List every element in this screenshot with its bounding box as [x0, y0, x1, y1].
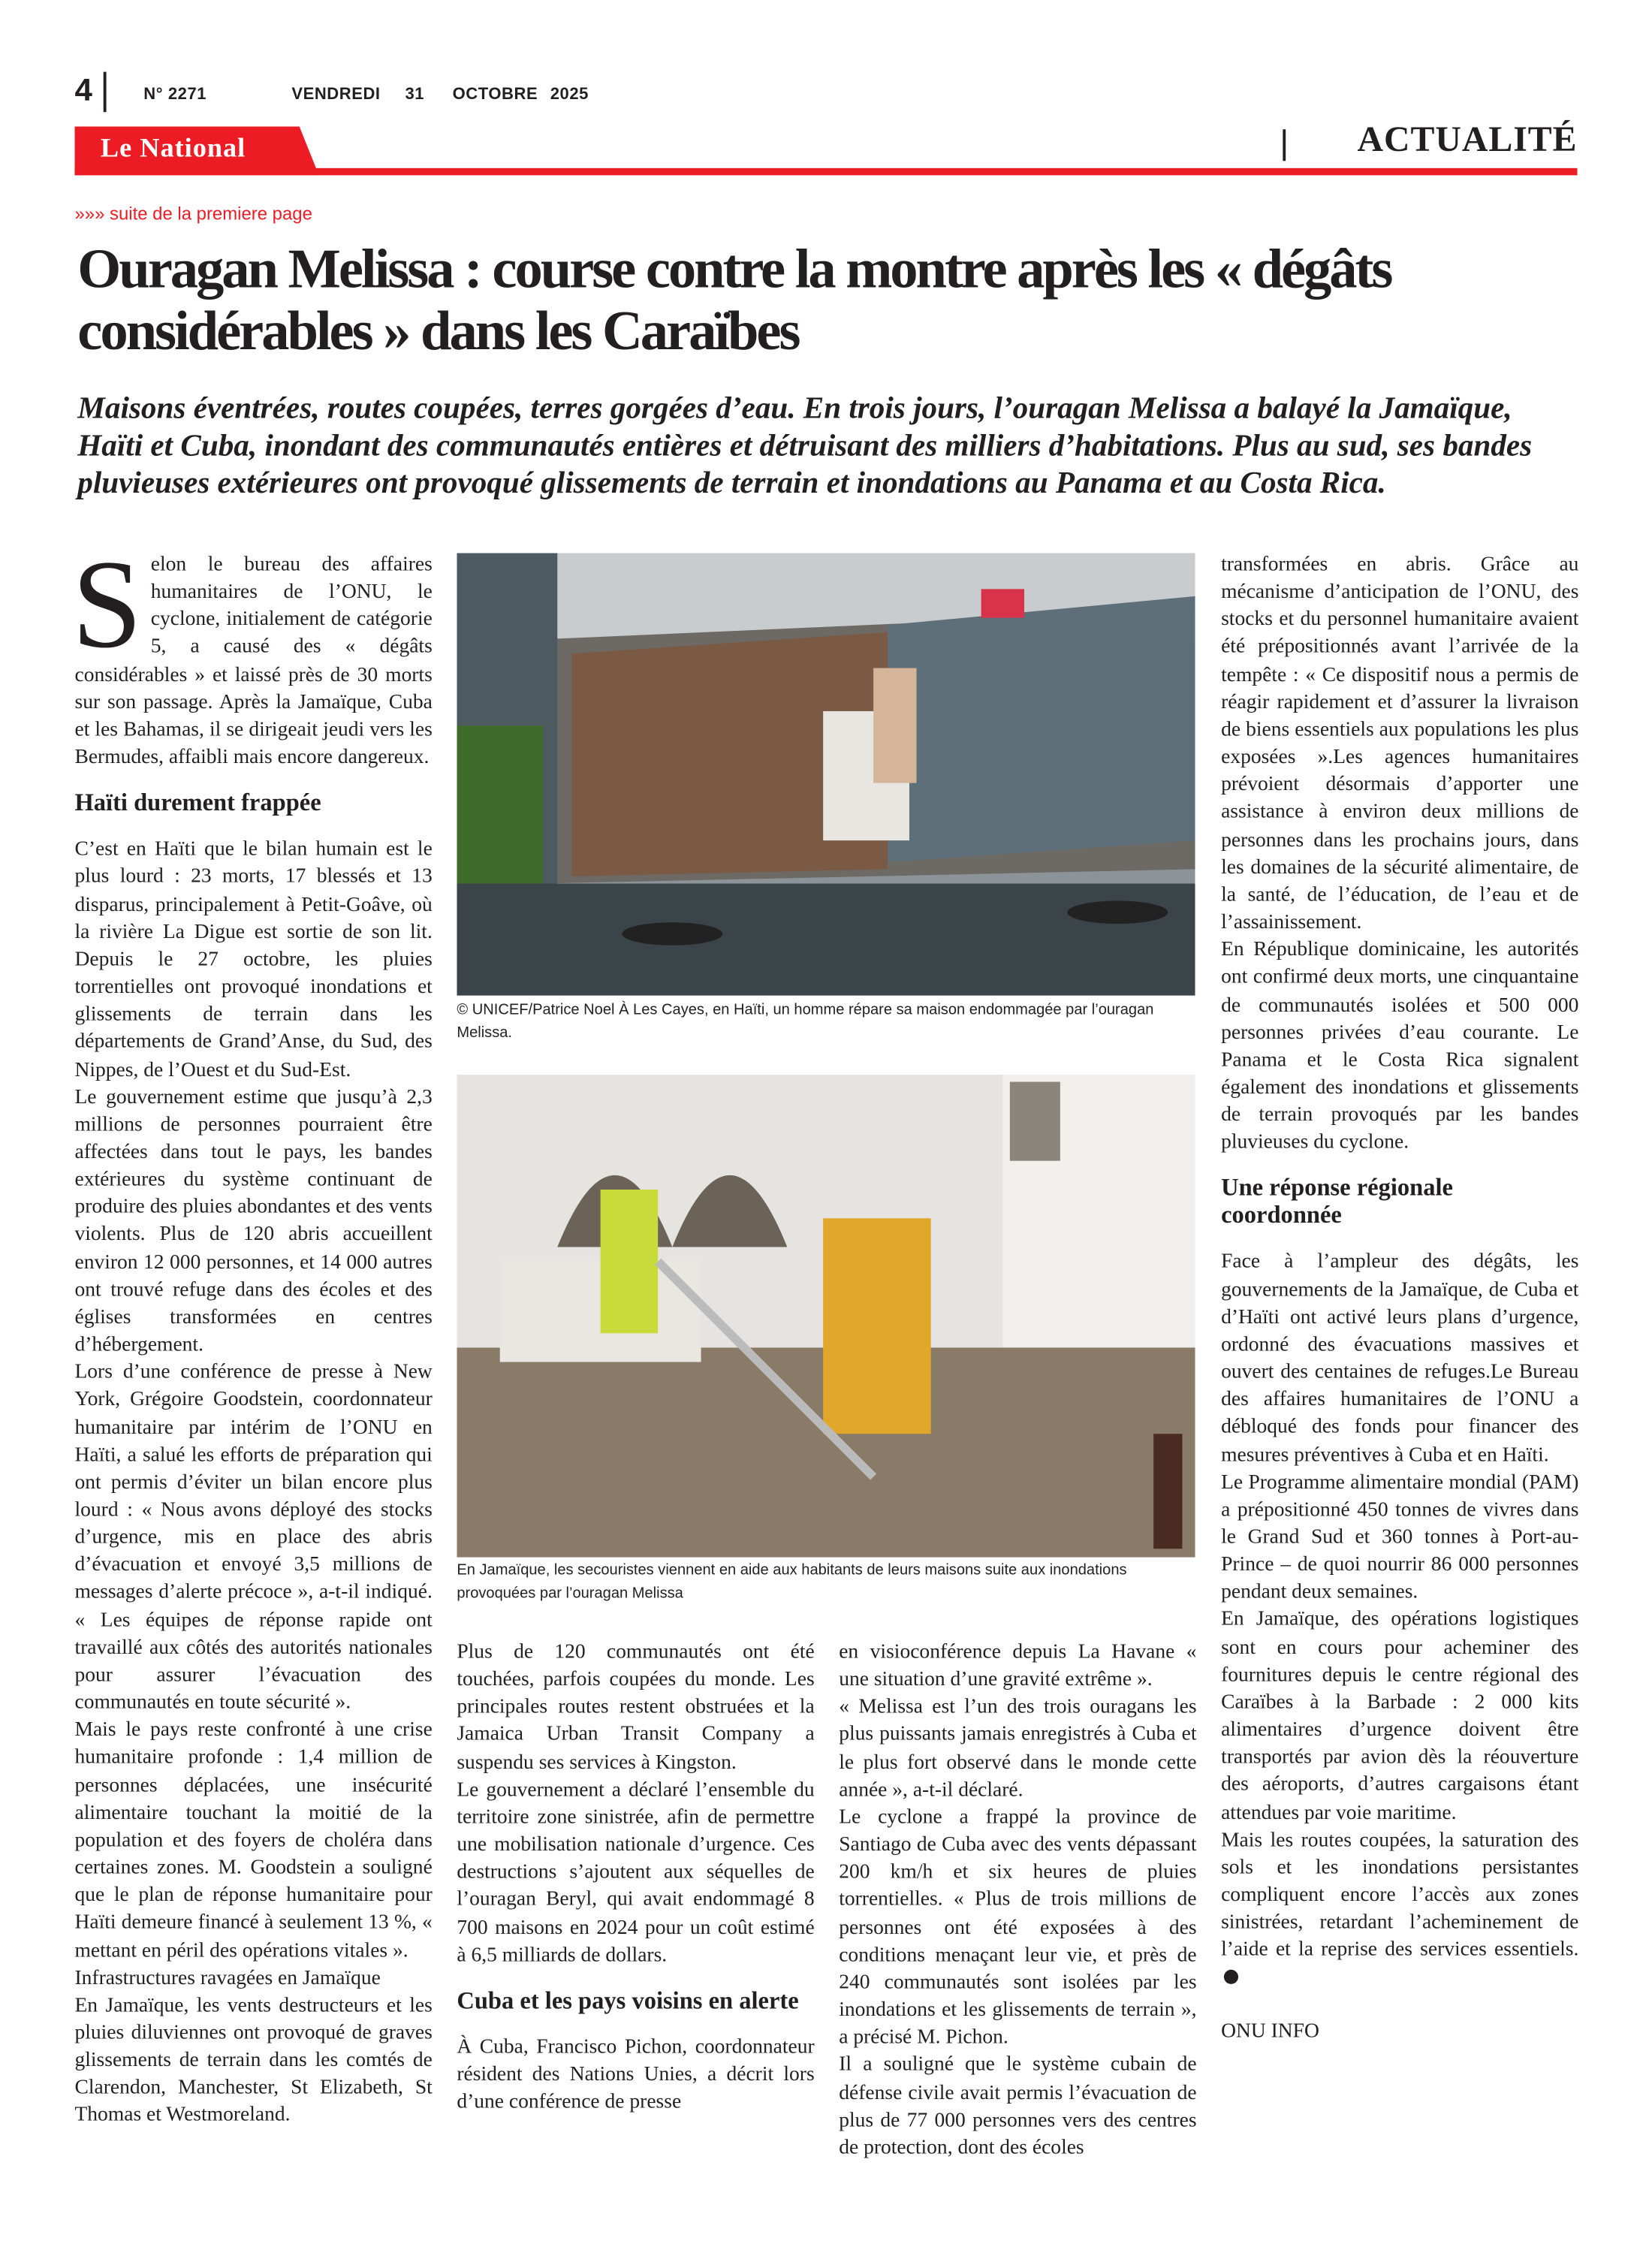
paragraph: Mais le pays reste confronté à une crise humanitaire profonde : 1,4 million de personnes déplacées, une insécurité alimentaire touchant la moitié de la population et des foyers de choléra dans certaines zones. M. Goodstein a souligné que le plan de réponse humanitaire pour Haïti demeure financé à seulement 13 %, « mettant en péril des opérations vitales ».: [74, 1718, 433, 1962]
article-signature: ONU INFO: [1221, 2019, 1319, 2043]
paragraph: transformées en abris. Grâce au mécanisme d’anticipation de l’ONU, des stocks et du personnel humanitaire avaient été prépositionnés avant l’arrivée de la tempête : « Ce dispositif nous a permis de réagir rapidement et d’assurer la livraison de biens essentiels aux populations les plus exposées ».Les agences humanitaires prévoient désormais d’apporter une assistance à environ deux millions de personnes dans les prochains jours, dans les domaines de la sécurité alimentaire, de la santé, de l’éducation, de l’eau et de l’assainissement.: [1221, 553, 1579, 934]
paragraph: À Cuba, Francisco Pichon, coordonnateur résident des Nations Unies, a décrit lors d’une conférence de presse: [457, 2035, 815, 2114]
section-label: ACTUALITÉ: [1357, 120, 1578, 160]
folio-divider: [104, 72, 107, 113]
column-1: [71, 535, 433, 2131]
intro-paragraph: elon le bureau des affaires humanitaires de l’ONU, le cyclone, initialement de catégorie 5, a causé des « dégâts considérables » et laissé près de 30 morts sur son passage. Après la Jamaïque, Cuba et les Bahamas, il se dirigeait jeudi vers les Bermudes, affaibli mais encore dangereux.: [74, 553, 433, 769]
paragraph: En Jamaïque, des opérations logistiques sont en cours pour acheminer des fournitures depuis le centre régional des Caraïbes à la Barbade : 2 000 kits alimentaires d’urgence doivent être transportés par avion dès la réouverture des aéroports, d’autres cargaisons étant attendues par voie maritime.: [1221, 1608, 1579, 1824]
drop-cap: S: [71, 535, 143, 676]
issue-number: N° 2271: [143, 86, 207, 104]
date-number: 31: [405, 86, 425, 104]
header-rule: [74, 168, 1577, 176]
end-of-article-icon: [1224, 1969, 1238, 1983]
column-3: [839, 1639, 1196, 2162]
photo-caption: En Jamaïque, les secouristes viennent en aide aux habitants de leurs maisons suite aux inondations provoquées par l’ouragan Melissa: [457, 1561, 1127, 1603]
paragraph: Plus de 120 communautés ont été touchées, parfois coupées du monde. Les principales routes restent obstruées et la Jamaica Urban Transit Company a suspendu ses services à Kingston.: [457, 1640, 815, 1774]
subheading: Cuba et les pays voisins en alerte: [457, 1986, 799, 2014]
paragraph: Le gouvernement a déclaré l’ensemble du territoire zone sinistrée, afin de permettre une mobilisation nationale d’urgence. Ces destructions s’ajoutent aux séquelles de l’ouragan Beryl, qui avait endommagé 8 700 maisons en 2024 pour un coût estimé à 6,5 milliards de dollars.: [457, 1778, 815, 1967]
paragraph: en visioconférence depuis La Havane « une situation d’une gravité extrême ».: [839, 1640, 1197, 1691]
paragraph: Face à l’ampleur des dégâts, les gouvernements de la Jamaïque, de Cuba et d’Haïti ont activé leurs plans d’urgence, ordonné des évacuations massives et ouvert des centaines de refuges.Le Bureau des affaires humanitaires de l’ONU a débloqué des fonds pour financer des mesures préventives à Cuba et en Haïti.: [1221, 1250, 1579, 1467]
section-divider: [1283, 129, 1286, 161]
paragraph: Lors d’une conférence de presse à New York, Grégoire Goodstein, coordonnateur humanitaire par intérim de l’ONU en Haïti, a salué les efforts de préparation qui ont permis d’éviter un bilan encore plus lourd : « Nous avons déployé des stocks d’urgence, mis en place des abris d’évacuation et envoyé 3,5 millions de messages d’alerte précoce », a-t-il indiqué. « Les équipes de réponse rapide ont travaillé aux côtés des autorités nationales pour assurer l’évacuation des communautés en toute sécurité ».: [74, 1361, 433, 1715]
paragraph: Mais les routes coupées, la saturation des sols et les inondations persistantes compliquent encore l’accès aux zones sinistrées, retardant l’acheminement de l’aide et la reprise des services essentiels.: [1221, 1828, 1579, 1962]
photo-jamaica-rescue: [457, 1075, 1195, 1558]
page-number: 4: [74, 71, 92, 108]
subheading: Une réponse régionale coordonnée: [1221, 1174, 1454, 1229]
photo-caption: © UNICEF/Patrice Noel À Les Cayes, en Haïti, un homme répare sa maison endommagée par l’ouragan Melissa.: [457, 1001, 1154, 1042]
subheading: Haïti durement frappée: [74, 789, 321, 817]
photo-haiti-house-repair: [457, 553, 1195, 996]
column-4: [1221, 552, 1578, 2046]
paragraph: Le Programme alimentaire mondial (PAM) a prépositionné 450 tonnes de vivres dans le Grand Sud et 360 tonnes à Port-au-Prince – de quoi nourrir 86 000 personnes pendant deux semaines.: [1221, 1470, 1579, 1604]
paragraph: Le cyclone a frappé la province de Santiago de Cuba avec des vents dépassant 200 km/h et six heures de pluies torrentielles. « Plus de trois millions de personnes ont été exposées à des conditions menaçant leur vie, et près de 240 communautés sont isolées par les inondations et les glissements de terrain », a précisé M. Pichon.: [839, 1805, 1197, 2049]
paragraph: Infrastructures ravagées en Jamaïque: [74, 1966, 381, 1989]
article-lead: Maisons éventrées, routes coupées, terres gorgées d’eau. En trois jours, l’ouragan Melissa a balayé la Jamaïque, Haïti et Cuba, inondant des communautés entières et détruisant des milliers d’habitations. Plus au sud, ses bandes pluvieuses extérieures ont provoqué glissements de terrain et inondations au Panama et au Costa Rica.: [77, 391, 1533, 500]
paragraph: En Jamaïque, les vents destructeurs et les pluies diluviennes ont provoqué de graves glissements de terrain dans les comtés de Clarendon, Manchester, St Elizabeth, St Thomas et Westmoreland.: [74, 1993, 433, 2128]
paragraph: « Melissa est l’un des trois ouragans les plus puissants jamais enregistrés à Cuba et le plus fort observé dans le monde cette année », a-t-il déclaré.: [839, 1695, 1197, 1802]
paragraph: Il a souligné que le système cubain de défense civile avait permis l’évacuation de plus de 77 000 personnes vers des centres de protection, dont des écoles: [839, 2053, 1197, 2159]
paragraph: C’est en Haïti que le bilan humain est le plus lourd : 23 morts, 17 blessés et 13 disparus, principalement à Petit-Goâve, où la rivière La Digue est sortie de son lit. Depuis le 27 octobre, les pluies torrentielles ont provoqué inondations et glissements de terrain dans les départements de Grand’Anse, du Sud, des Nippes, de l’Ouest et du Sud-Est.: [74, 837, 433, 1081]
continued-from-label: »»» suite de la premiere page: [74, 204, 312, 225]
article-title: Ouragan Melissa : course contre la montre après les « dégâts considérables » dans les Caraïbes: [77, 238, 1391, 363]
paragraph: En République dominicaine, les autorités ont confirmé deux morts, une cinquantaine de communautés isolées et 500 000 personnes privées d’eau courante. Le Panama et le Costa Rica signalent également des inondations et glissements de terrain provoqués par les bandes pluvieuses du cyclone.: [1221, 938, 1579, 1154]
column-2: [457, 1639, 814, 2117]
date-year: 2025: [550, 86, 589, 104]
paragraph: Le gouvernement estime que jusqu’à 2,3 millions de personnes pourraient être affectées dans tout le pays, les bandes extérieures du système continuant de produire des pluies abondantes et des vents violents. Plus de 120 abris accueillent environ 12 000 personnes, et 14 000 autres ont trouvé refuge dans des écoles et des églises transformées en centres d’hébergement.: [74, 1085, 433, 1357]
date-month: OCTOBRE: [452, 86, 538, 104]
date-day: VENDREDI: [291, 86, 381, 104]
brand-logo: Le National: [100, 133, 246, 164]
